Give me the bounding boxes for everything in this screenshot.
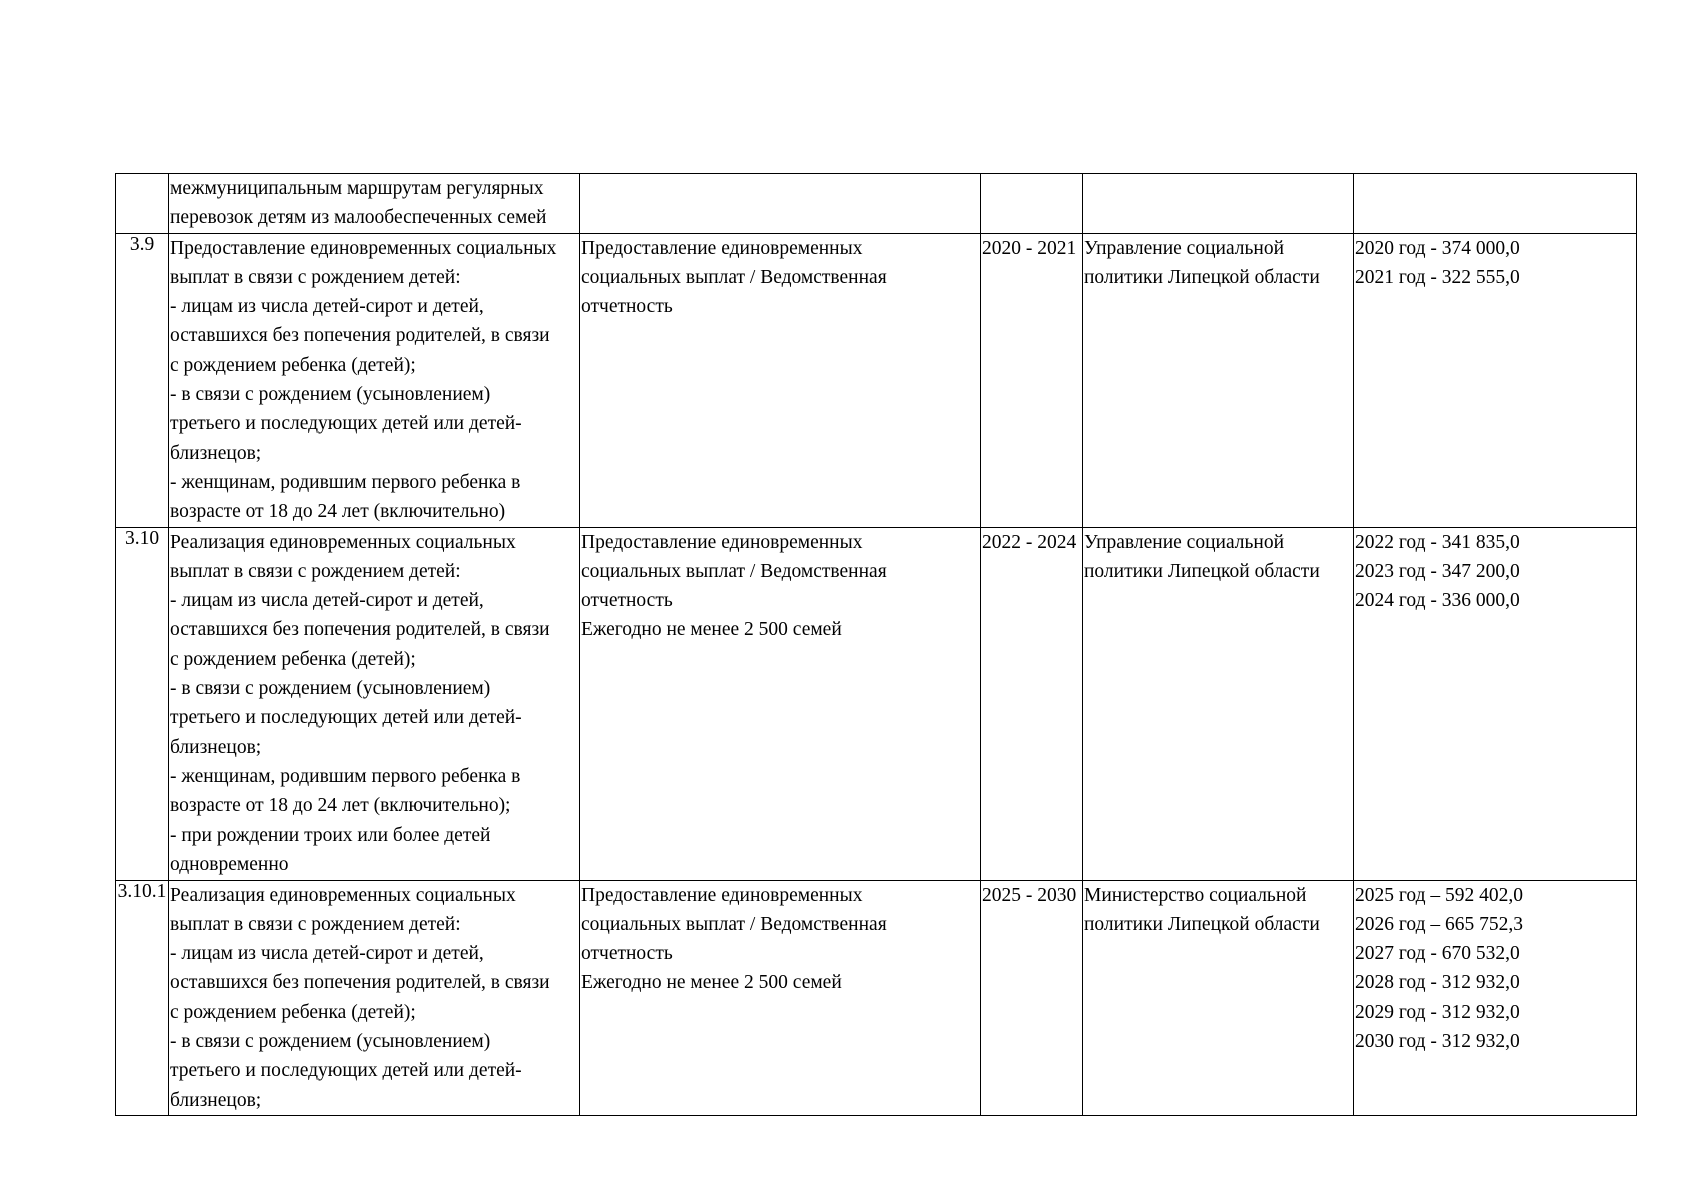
- period-cell: 2025 - 2030: [981, 880, 1083, 1115]
- indicator-cell: [580, 174, 981, 234]
- table-row: [116, 527, 1637, 880]
- item-number: 3.10: [116, 527, 169, 880]
- measure-description: Реализация единовременных социальных выплат в связи с рождением детей: - лицам из числа детей-сирот и детей, оставшихся без попечения родителей, в связи с рождением ребенка (детей); - в связи с рождением (усыновлением) третьего и последующих детей или детей- близнецов;: [169, 880, 580, 1115]
- table-row: [116, 880, 1637, 1115]
- financing-cell: 2022 год - 341 835,0 2023 год - 347 200,0 2024 год - 336 000,0: [1354, 527, 1637, 880]
- measure-description: Предоставление единовременных социальных выплат в связи с рождением детей: - лицам из числа детей-сирот и детей, оставшихся без попечения родителей, в связи с рождением ребенка (детей); - в связи с рождением (усыновлением) третьего и последующих детей или детей- близнецов; - женщинам, родившим первого ребенка в возрасте от 18 до 24 лет (включительно): [169, 233, 580, 527]
- executor-cell: Управление социальной политики Липецкой области: [1083, 527, 1354, 880]
- item-number: [116, 174, 169, 234]
- period-cell: 2022 - 2024: [981, 527, 1083, 880]
- measures-table: [115, 173, 1637, 1116]
- financing-cell: 2020 год - 374 000,0 2021 год - 322 555,0: [1354, 233, 1637, 527]
- measure-description: межмуниципальным маршрутам регулярных перевозок детям из малообеспеченных семей: [169, 174, 580, 234]
- executor-cell: Министерство социальной политики Липецкой области: [1083, 880, 1354, 1115]
- indicator-cell: Предоставление единовременных социальных выплат / Ведомственная отчетность: [580, 233, 981, 527]
- period-cell: 2020 - 2021: [981, 233, 1083, 527]
- executor-cell: [1083, 174, 1354, 234]
- indicator-cell: Предоставление единовременных социальных выплат / Ведомственная отчетность Ежегодно не менее 2 500 семей: [580, 527, 981, 880]
- table-row: [116, 174, 1637, 234]
- period-cell: [981, 174, 1083, 234]
- financing-cell: [1354, 174, 1637, 234]
- executor-cell: Управление социальной политики Липецкой области: [1083, 233, 1354, 527]
- indicator-cell: Предоставление единовременных социальных выплат / Ведомственная отчетность Ежегодно не менее 2 500 семей: [580, 880, 981, 1115]
- table-row: [116, 233, 1637, 527]
- measure-description: Реализация единовременных социальных выплат в связи с рождением детей: - лицам из числа детей-сирот и детей, оставшихся без попечения родителей, в связи с рождением ребенка (детей); - в связи с рождением (усыновлением) третьего и последующих детей или детей- близнецов; - женщинам, родившим первого ребенка в возрасте от 18 до 24 лет (включительно); - при рождении троих или более детей одновременно: [169, 527, 580, 880]
- financing-cell: 2025 год – 592 402,0 2026 год – 665 752,3 2027 год - 670 532,0 2028 год - 312 932,0 2029 год - 312 932,0 2030 год - 312 932,0: [1354, 880, 1637, 1115]
- item-number: 3.10.1: [116, 880, 169, 1115]
- item-number: 3.9: [116, 233, 169, 527]
